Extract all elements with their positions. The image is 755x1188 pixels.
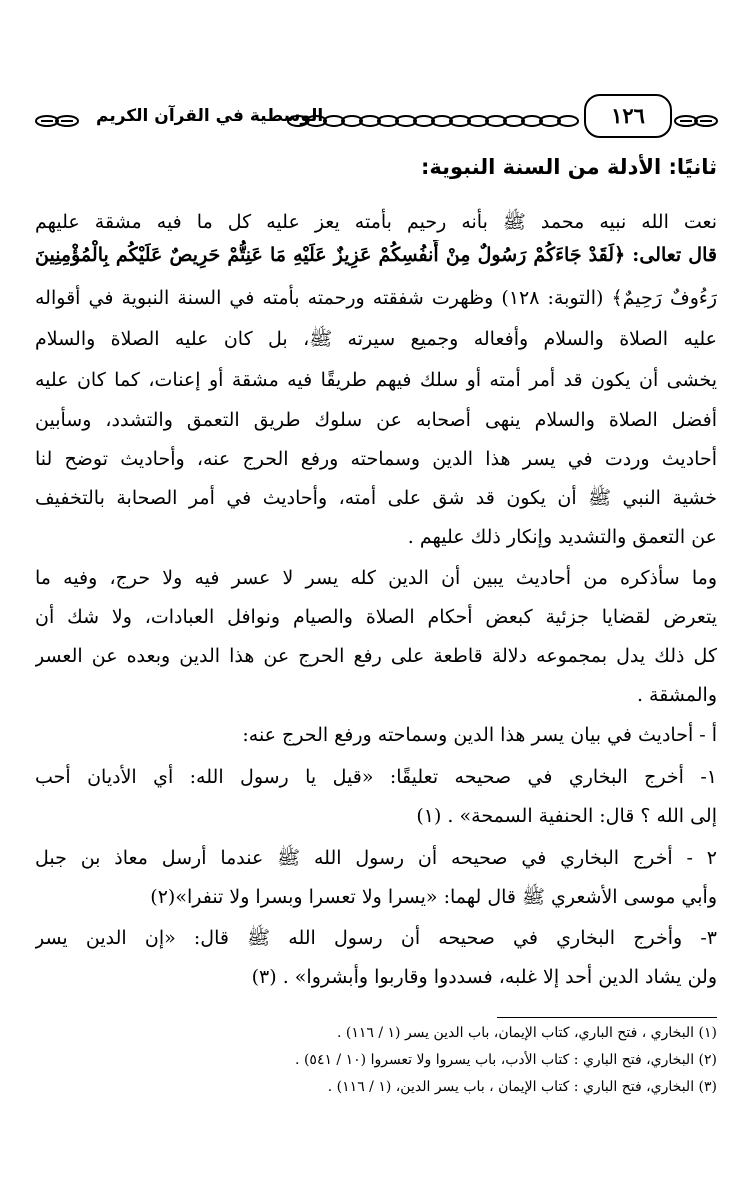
footnote: (١) البخاري ، فتح الباري، كتاب الإيمان، باب الدين يسر (١ / ١١٦) .: [336, 1025, 717, 1041]
paragraph-line: رَءُوفٌ رَحِيمٌ﴾ (التوبة: ١٢٨) وظهرت شفقته ورحمته بأمته في السنة النبوية في أقواله: [35, 287, 717, 309]
quran-verse-line: قال تعالى: ﴿لَقَدْ جَاءَكُمْ رَسُولٌ مِنْ أَنفُسِكُمْ عَزِيزٌ عَلَيْهِ مَا عَنِتُّمْ حَرِيصٌ عَلَيْكُم بِالْمُؤْمِنِينَ: [35, 244, 717, 266]
paragraph-line: وما سأذكره من أحاديث يبين أن الدين كله يسر لا عسر فيه ولا حرج، وفيه ما: [35, 567, 717, 589]
paragraph-line: عن التعمق والتشديد وإنكار ذلك عليهم .: [407, 526, 717, 548]
paragraph-line: عليه الصلاة والسلام وأفعاله وجميع سيرته ﷺ، بل كان عليه الصلاة والسلام: [35, 328, 717, 350]
running-header-title: الوسطية في القرآن الكريم: [96, 106, 324, 126]
section-heading: ثانيًا: الأدلة من السنة النبوية:: [420, 155, 717, 179]
chain-ornament-right: [672, 114, 730, 128]
page-number: ١٢٦: [584, 94, 672, 138]
hadith-line: ٣- وأخرج البخاري في صحيحه أن رسول الله ﷺ قال: «إن الدين يسر: [35, 927, 717, 949]
paragraph-line: نعت الله نبيه محمد ﷺ بأنه رحيم بأمته يعز عليه كل ما فيه مشقة عليهم: [35, 211, 717, 233]
hadith-line: إلى الله ؟ قال: الحنفية السمحة» . (١): [416, 805, 717, 827]
footnote-separator: [497, 1017, 717, 1018]
footnote: (٣) البخاري، فتح الباري : كتاب الإيمان ، باب يسر الدين، (١ / ١١٦) .: [327, 1079, 717, 1095]
paragraph-line: أحاديث وردت في يسر هذا الدين وسماحته ورفع الحرج عنه، وأحاديث توضح لنا: [35, 448, 717, 470]
paragraph-line: أفضل الصلاة والسلام ينهى أصحابه عن سلوك طريق التعمق والتشدد، وسأبين: [35, 409, 717, 431]
hadith-line: ولن يشاد الدين أحد إلا غلبه، فسددوا وقاربوا وأبشروا» . (٣): [251, 966, 717, 988]
paragraph-line: خشية النبي ﷺ أن يكون قد شق على أمته، وأحاديث في أمر الصحابة بالتخفيف: [35, 487, 717, 509]
chain-ornament-left: [34, 114, 94, 128]
chain-ornament-middle: [286, 114, 586, 128]
footnote: (٢) البخاري، فتح الباري : كتاب الأدب، باب يسروا ولا تعسروا (١٠ / ٥٤١) .: [295, 1052, 717, 1068]
paragraph-line: يخشى أن يكون قد أمر أمته أو سلك فيهم طريقًا فيه مشقة أو إعنات، كما كان عليه: [35, 369, 717, 391]
running-header: [28, 92, 728, 142]
hadith-line: ٢ - أخرج البخاري في صحيحه أن رسول الله ﷺ عندما أرسل معاذ بن جبل: [35, 847, 717, 869]
paragraph-line: والمشقة .: [636, 684, 717, 706]
paragraph-line: يتعرض لقضايا جزئية كبعض أحكام الصلاة والصيام ونوافل العبادات، ولا شك أن: [35, 606, 717, 628]
hadith-line: ١- أخرج البخاري في صحيحه تعليقًا: «قيل يا رسول الله: أي الأديان أحب: [35, 766, 717, 788]
subheading: أ - أحاديث في بيان يسر هذا الدين وسماحته ورفع الحرج عنه:: [242, 724, 717, 746]
hadith-line: وأبي موسى الأشعري ﷺ قال لهما: «يسرا ولا تعسرا وبسرا ولا تنفرا»(٢): [150, 886, 717, 908]
paragraph-line: كل ذلك يدل بمجموعه دلالة قاطعة على رفع الحرج عن هذا الدين وبعده عن العسر: [35, 645, 717, 667]
